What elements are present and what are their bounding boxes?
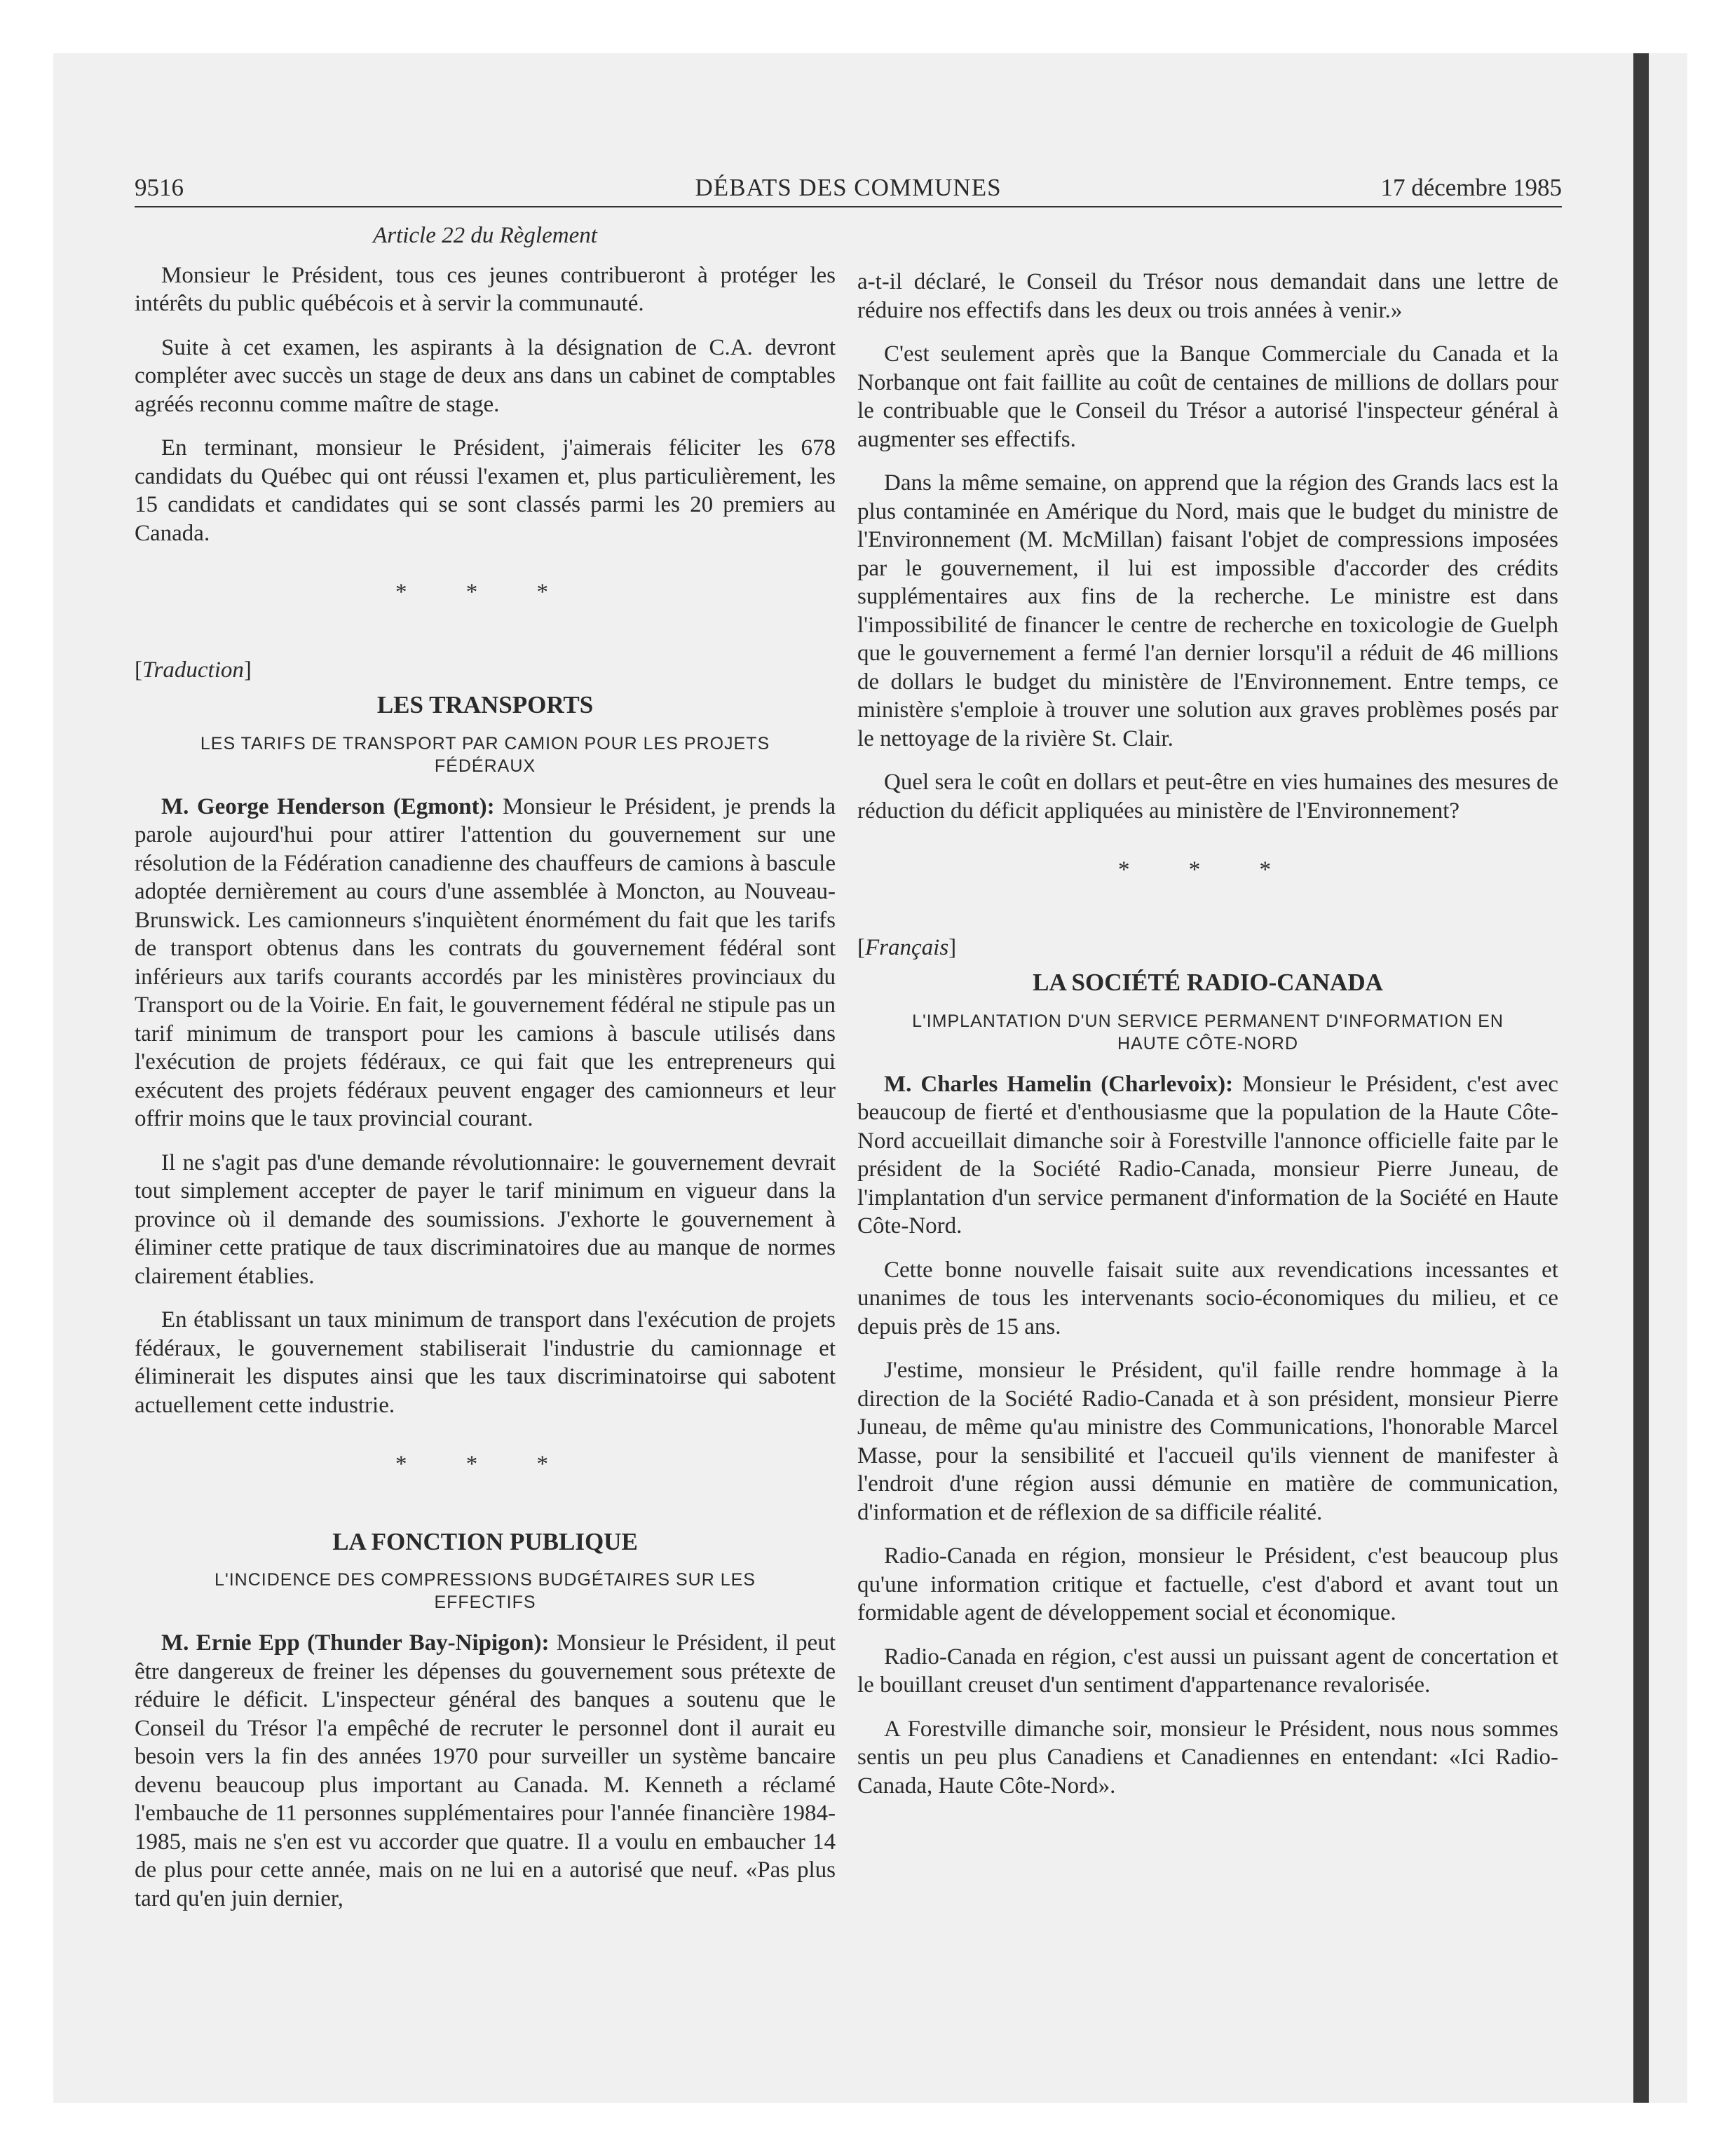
section-title: LA SOCIÉTÉ RADIO-CANADA — [1033, 969, 1383, 996]
bracket: [ — [135, 657, 142, 683]
paragraph: Monsieur le Président, tous ces jeunes contribueront à protéger les intérêts du public québécois et à servir la communauté. — [135, 262, 836, 316]
language-tag — [857, 934, 1558, 962]
speaker-name: M. Ernie Epp (Thunder Bay-Nipigon): — [161, 1630, 550, 1656]
publication-date: 17 décembre 1985 — [1380, 174, 1562, 201]
section-title: LES TRANSPORTS — [376, 691, 594, 718]
section-separator: * * * — [395, 1452, 575, 1477]
page-header — [135, 167, 1562, 207]
paragraph: Radio-Canada en région, monsieur le Président, c'est beaucoup plus qu'une information critique et factuelle, c'est d'abord et avant tout un formidable agent de développement social et économique. — [857, 1543, 1558, 1625]
section-separator: * * * — [395, 580, 575, 605]
page-edge-shadow — [1633, 53, 1649, 2103]
section-subtitle: LES TARIFS DE TRANSPORT PAR CAMION POUR LES PROJETS FÉDÉRAUX — [200, 733, 770, 776]
section-subtitle: L'INCIDENCE DES COMPRESSIONS BUDGÉTAIRES SUR LES EFFECTIFS — [215, 1570, 756, 1612]
paragraph: A Forestville dimanche soir, monsieur le Président, nous nous sommes sentis un peu plus Canadiens et Canadiennes en entendant: «Ici Radio-Canada, Haute Côte-Nord». — [857, 1716, 1558, 1799]
section-separator: * * * — [1118, 857, 1298, 882]
paragraph: C'est seulement après que la Banque Commerciale du Canada et la Norbanque ont fait faillite au coût de centaines de millions de dollars pour le contribuable que le Conseil du Trésor a autorisé l'inspecteur général à augmenter ses effectifs. — [857, 341, 1558, 452]
speech-text: Monsieur le Président, il peut être dangereux de freiner les dépenses du gouvernement sous prétexte de réduire le déficit. L'inspecteur général des banques a soutenu que le Conseil du Trésor l'a empêché de recruter le personnel dont il aurait eu besoin vers la fin des années 1970 pour surveiller un système bancaire devenu beaucoup plus important au Canada. M. Kenneth a réclamé l'embauche de 11 personnes supplémentaires pour l'année financière 1984-1985, mais ne s'en est vu accorder que quatre. Il a voulu en embaucher 14 de plus pour cette année, mais on ne lui en a autorisé que neuf. «Pas plus tard qu'en juin dernier, — [135, 1630, 836, 1911]
paragraph: Cette bonne nouvelle faisait suite aux revendications incessantes et unanimes de tous les intervenants socio-économiques du milieu, et ce depuis près de 15 ans. — [857, 1257, 1558, 1339]
paragraph: En terminant, monsieur le Président, j'aimerais féliciter les 678 candidats du Québec qui ont réussi l'examen et, plus particulièrement, les 15 candidats et candidates qui se sont classés parmi les 20 premiers au Canada. — [135, 435, 836, 546]
paragraph: Il ne s'agit pas d'une demande révolutionnaire: le gouvernement devrait tout simplement accepter de payer le tarif minimum en vigueur dans la province où il demande des soumissions. J'exhorte le gouvernement à éliminer cette pratique de taux discriminatoires due au manque de normes clairement établies. — [135, 1149, 836, 1289]
paragraph: Suite à cet examen, les aspirants à la désignation de C.A. devront compléter avec succès un stage de deux ans dans un cabinet de comptables agréés reconnu comme maître de stage. — [135, 334, 836, 417]
publication-title: DÉBATS DES COMMUNES — [695, 174, 1002, 201]
paragraph: J'estime, monsieur le Président, qu'il faille rendre hommage à la direction de la Société Radio-Canada et à son président, monsieur Pierre Juneau, de même qu'au ministre des Communications, l'honorable Marcel Masse, pour la sensibilité et l'accueil qu'ils viennent de manifester à l'endroit d'une région aussi démunie en matière de communication, d'information et de réflexion de sa difficile réalité. — [857, 1358, 1558, 1525]
speech-paragraph — [135, 793, 836, 1133]
paragraph: Dans la même semaine, on apprend que la région des Grands lacs est la plus contaminée en Amérique du Nord, mais que le budget du ministre de l'Environnement (M. McMillan) faisant l'objet de compressions imposées par le gouvernement, il lui est impossible d'accorder des crédits supplémentaires aux fins de la recherche. Le ministre est dans l'impossibilité de financer le centre de recherche en toxicologie de Guelph que le gouvernement a fermé l'an dernier lorsqu'il a réduit de 46 millions de dollars le budget du ministère de l'Environnement. Entre temps, ce ministère s'emploie à trouver une solution aux graves problèmes posés par le nettoyage de la rivière St. Clair. — [857, 470, 1558, 751]
paragraph: En établissant un taux minimum de transport dans l'exécution de projets fédéraux, le gouvernement stabiliserait l'industrie du camionnage et éliminerait les disputes ainsi que les taux discriminatoirse qui sabotent actuellement cette industrie. — [135, 1307, 836, 1418]
speech-paragraph — [135, 1629, 836, 1913]
speech-text: Monsieur le Président, je prends la parole aujourd'hui pour attirer l'attention du gouvernement sur une résolution de la Fédération canadienne des chauffeurs de camions à bascule adoptée dernièrement au cours d'une assemblée à Moncton, au Nouveau-Brunswick. Les camionneurs s'inquiètent énormément du fait que les tarifs de transport obtenus dans les contrats du gouvernement fédéral sont inférieurs aux tarifs courants accordés par les ministères provinciaux du Transport ou de la Voirie. En fait, le gouvernement fédéral ne stipule pas un tarif minimum de transport pour les camions à bascule utilisés dans l'exécution de projets fédéraux, ce qui fait que les entrepreneurs qui exécutent des projets fédéraux peuvent engager des camionneurs et leur offrir moins que le taux provincial courant. — [135, 793, 836, 1131]
speaker-name: M. George Henderson (Egmont): — [161, 793, 495, 819]
tag-word: Français — [865, 934, 949, 960]
section-title: LA FONCTION PUBLIQUE — [332, 1527, 638, 1555]
speech-text: Monsieur le Président, c'est avec beaucoup de fierté et d'enthousiasme que la population de la Haute Côte-Nord accueillait dimanche soir à Forestville l'annonce officielle faite par le président de la Société Radio-Canada, monsieur Pierre Juneau, de l'implantation d'un service permanent d'information de la Société en Haute Côte-Nord. — [857, 1071, 1558, 1239]
bracket: [ — [857, 934, 865, 960]
tag-word: Traduction — [142, 657, 244, 683]
paragraph: Quel sera le coût en dollars et peut-être en vies humaines des mesures de réduction du déficit appliquées au ministère de l'Environnement? — [857, 770, 1558, 824]
speech-paragraph — [857, 1070, 1558, 1241]
paragraph: a-t-il déclaré, le Conseil du Trésor nous demandait dans une lettre de réduire nos effectifs dans les deux ou trois années à venir.» — [857, 269, 1558, 323]
page-number: 9516 — [135, 174, 184, 201]
section-subtitle: L'IMPLANTATION D'UN SERVICE PERMANENT D'INFORMATION EN HAUTE CÔTE-NORD — [912, 1011, 1504, 1053]
speaker-name: M. Charles Hamelin (Charlevoix): — [884, 1071, 1234, 1097]
bracket: ] — [948, 934, 957, 960]
rule-heading: Article 22 du Règlement — [373, 223, 597, 248]
left-column — [135, 210, 836, 1928]
bracket: ] — [243, 657, 252, 683]
paragraph: Radio-Canada en région, c'est aussi un puissant agent de concertation et le bouillant creuset d'un sentiment d'appartenance revalorisée. — [857, 1644, 1558, 1698]
translation-tag — [135, 656, 836, 685]
right-column — [857, 210, 1558, 1815]
